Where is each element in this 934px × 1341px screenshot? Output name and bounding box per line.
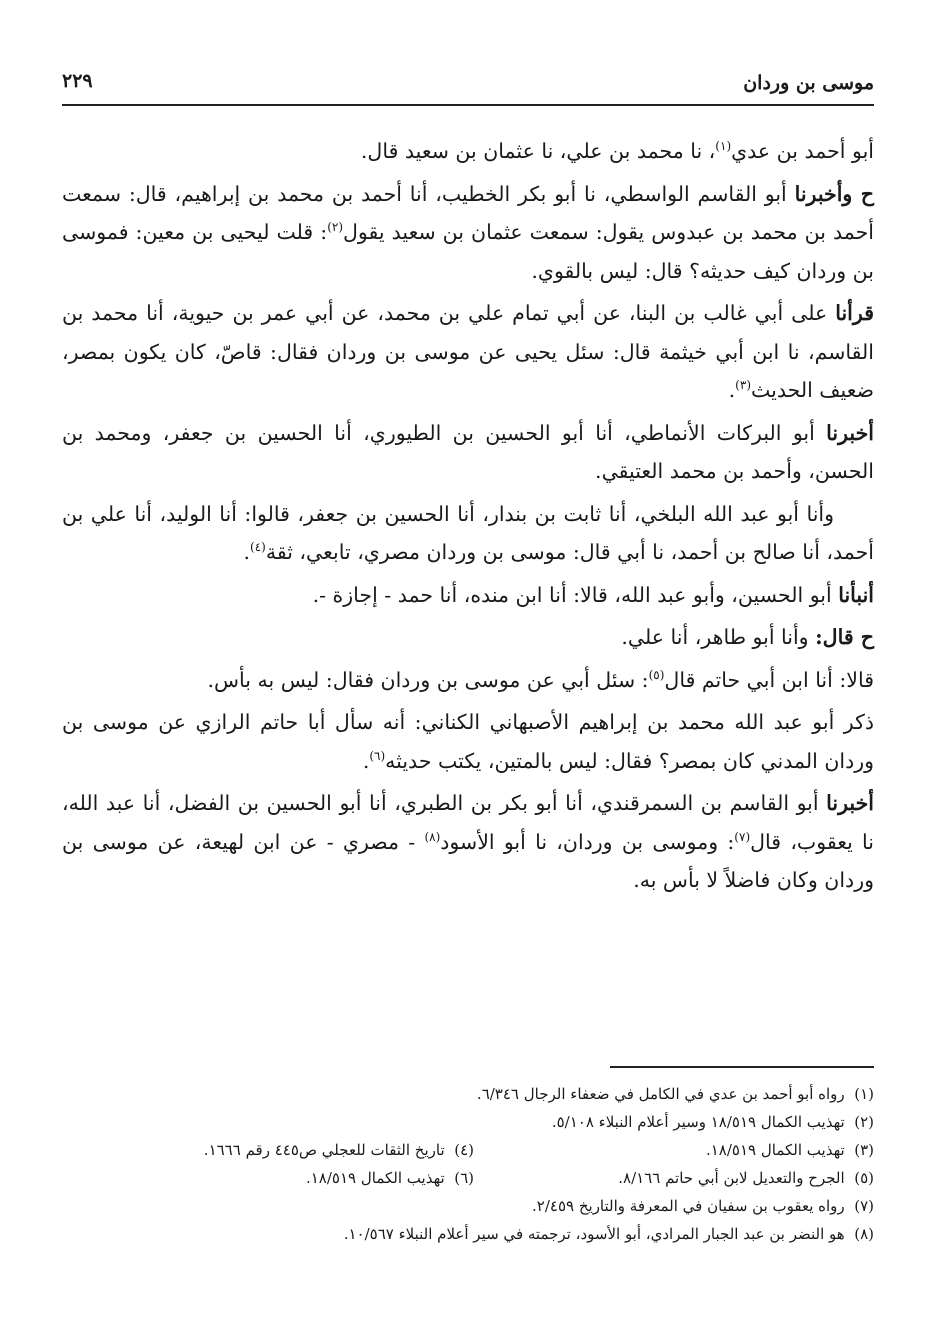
paragraph-lead-word: أخبرنا (826, 791, 874, 815)
footnote-marker[interactable]: (٢) (327, 220, 344, 235)
paragraph-text: وأنا أبو عبد الله البلخي، أنا ثابت بن بندار، أنا الحسين بن جعفر، قالوا: أنا الوليد، أنا علي بن أحمد، أنا صالح بن أحمد، نا أبي قال: موسى بن وردان مصري، تابعي، ثقة (62, 501, 874, 564)
paragraph-text: . (243, 540, 251, 564)
footnote (532, 1192, 874, 1220)
paragraph-text: - مصري - عن ابن لهيعة، عن موسى بن وردان وكان فاضلاً لا بأس به. (62, 829, 874, 892)
paragraph-lead-word: أنبأنا (838, 582, 874, 607)
paragraph (62, 703, 874, 780)
footnote-line (62, 1192, 874, 1220)
footnote-text: تهذيب الكمال ١٨/٥١٩. (305, 1169, 445, 1187)
paragraph-lead-word: ح قال: (815, 625, 874, 649)
footnote-number: (٢) (854, 1113, 874, 1131)
footnote-number: (٥) (854, 1169, 874, 1187)
footnote-text: تاريخ الثقات للعجلي ص٤٤٥ رقم ١٦٦٦. (203, 1141, 445, 1159)
paragraph-text: أبو القاسم الواسطي، نا أبو بكر الخطيب، أنا أحمد بن محمد بن إبراهيم، قال: سمعت أحمد بن محمد بن عبدوس يقول: سمعت عثمان بن سعيد يقول (62, 181, 874, 244)
page-number: ٢٢٩ (62, 70, 93, 92)
paragraph-text: أبو البركات الأنماطي، أنا أبو الحسين بن الطيوري، أنا الحسين بن جعفر، ومحمد بن الحسن، وأحمد بن محمد العتيقي. (62, 420, 874, 483)
footnote-marker[interactable]: (٨) (424, 829, 441, 844)
paragraph-lead-word: قرأنا (835, 301, 874, 325)
footnote (706, 1136, 874, 1164)
paragraph-text: أبو أحمد بن عدي (731, 139, 874, 163)
paragraph (62, 784, 874, 900)
footnote-line (62, 1136, 874, 1164)
paragraph (62, 175, 874, 291)
paragraph (62, 294, 874, 410)
footnote-marker[interactable]: (٥) (648, 667, 665, 682)
paragraph-text: : وموسى بن وردان، نا أبو الأسود (440, 829, 735, 854)
paragraph (62, 414, 874, 491)
footnote-marker[interactable]: (٦) (369, 748, 386, 763)
paragraph-lead-word: أخبرنا (826, 420, 874, 445)
footnote-number: (٣) (854, 1141, 874, 1159)
footnote (477, 1080, 874, 1108)
footnote-number: (٧) (854, 1197, 874, 1215)
running-header (62, 66, 874, 100)
paragraph (62, 495, 874, 572)
paragraph-text: : سئل أبي عن موسى بن وردان فقال: ليس به بأس. (207, 667, 649, 692)
running-title: موسى بن وردان (743, 72, 874, 94)
paragraph-text: : قلت ليحيى بن معين: فموسى بن وردان كيف حديثه؟ قال: ليس بالقوي. (62, 220, 874, 283)
footnote-line (62, 1164, 874, 1192)
footnote-marker[interactable]: (٧) (734, 829, 751, 844)
footnote-text: تهذيب الكمال ١٨/٥١٩. (705, 1141, 845, 1159)
footnote-number: (٦) (454, 1169, 474, 1187)
footnote-line (62, 1108, 874, 1136)
paragraph-text: ذكر أبو عبد الله محمد بن إبراهيم الأصبهاني الكناني: أنه سأل أبا حاتم الرازي عن موسى بن وردان المدني كان بمصر؟ فقال: ليس بالمتين، يكتب حديثه (62, 710, 874, 773)
main-text (62, 132, 874, 904)
footnote-marker[interactable]: (٣) (735, 378, 751, 393)
footnote-marker[interactable]: (١) (715, 139, 732, 154)
footnote-text: هو النضر بن عبد الجبار المرادي، أبو الأسود، ترجمته في سير أعلام النبلاء ١٠/٥٦٧. (343, 1225, 845, 1243)
footnotes-section (62, 1080, 874, 1248)
paragraph-text: ، نا محمد بن علي، نا عثمان بن سعيد قال. (360, 139, 716, 163)
footnote-text: رواه أبو أحمد بن عدي في الكامل في ضعفاء الرجال ٦/٣٤٦. (476, 1085, 845, 1103)
paragraph-text: . (362, 748, 370, 773)
footnote-divider (610, 1066, 874, 1068)
paragraph (62, 661, 874, 700)
footnote (204, 1136, 474, 1164)
paragraph-text: وأنا أبو طاهر، أنا علي. (621, 625, 816, 649)
paragraph (62, 132, 874, 171)
footnote (552, 1108, 874, 1136)
paragraph-text: على أبي غالب بن البنا، عن أبي تمام علي بن محمد، عن أبي عمر بن حيوية، أنا محمد بن القاسم، نا ابن أبي خيثمة قال: سئل يحيى عن موسى بن وردان فقال: قاصّ، كان يكون بمصر، ضعيف الحديث (62, 301, 874, 402)
paragraph-text: أبو القاسم بن السمرقندي، أنا أبو بكر بن الطبري، أنا أبو الحسين بن الفضل، أنا عبد الله، نا يعقوب، قال (62, 791, 874, 854)
paragraph-text: أبو الحسين، وأبو عبد الله، قالا: أنا ابن منده، أنا حمد - إجازة -. (312, 582, 839, 607)
footnote-line (62, 1080, 874, 1108)
footnote (306, 1164, 474, 1192)
header-divider (62, 104, 874, 106)
paragraph-lead-word: ح وأخبرنا (794, 181, 874, 206)
footnote-text: رواه يعقوب بن سفيان في المعرفة والتاريخ ٢/٤٥٩. (532, 1197, 845, 1215)
paragraph-text: . (728, 378, 736, 402)
paragraph (62, 576, 874, 615)
footnote (618, 1164, 874, 1192)
footnote-text: الجرح والتعديل لابن أبي حاتم ٨/١٦٦. (618, 1169, 845, 1187)
footnote-text: تهذيب الكمال ١٨/٥١٩ وسير أعلام النبلاء ٥/١٠٨. (551, 1113, 845, 1131)
footnote (344, 1220, 874, 1248)
footnote-marker[interactable]: (٤) (250, 540, 266, 555)
footnote-number: (٤) (454, 1141, 474, 1159)
footnote-number: (٨) (854, 1225, 874, 1243)
paragraph (62, 618, 874, 657)
footnote-number: (١) (854, 1085, 874, 1103)
footnote-line (62, 1220, 874, 1248)
paragraph-text: قالا: أنا ابن أبي حاتم قال (664, 667, 874, 692)
